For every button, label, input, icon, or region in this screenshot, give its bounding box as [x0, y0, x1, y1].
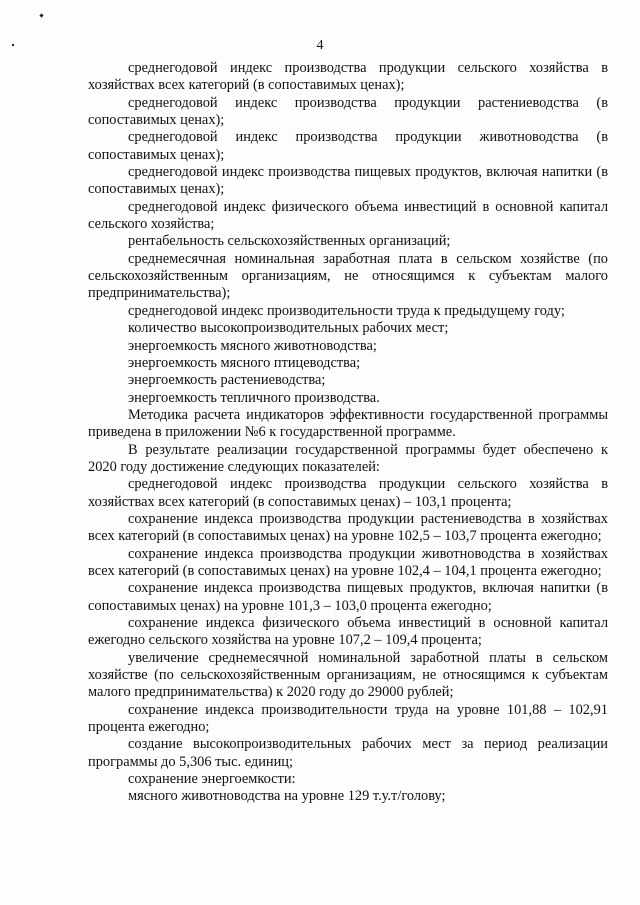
- paragraph: среднегодовой индекс производства продукции сельского хозяйства в хозяйствах всех категорий (в сопоставимых ценах) – 103,1 процента;: [88, 476, 608, 510]
- paragraph: увеличение среднемесячной номинальной заработной платы в сельском хозяйстве (по сельскохозяйственным организациям, не относящимся к субъектам малого предпринимательства) к 2020 году до 29000 рублей;: [88, 649, 608, 701]
- paragraph: сохранение индекса производства пищевых продуктов, включая напитки (в сопоставимых ценах) на уровне 101,3 – 103,0 процента ежегодно;: [88, 580, 608, 614]
- page-number: 4: [316, 38, 324, 53]
- paragraph: среднегодовой индекс производительности труда к предыдущему году;: [128, 302, 565, 319]
- paragraph: энергоемкость мясного животноводства;: [128, 337, 377, 354]
- paragraph: создание высокопроизводительных рабочих мест за период реализации программы до 5,306 тыс. единиц;: [88, 736, 608, 770]
- paragraph: количество высокопроизводительных рабочих мест;: [128, 320, 449, 337]
- paragraph: энергоемкость мясного птицеводства;: [128, 354, 361, 371]
- paragraph: рентабельность сельскохозяйственных организаций;: [128, 233, 451, 250]
- paragraph: среднегодовой индекс производства продукции сельского хозяйства в хозяйствах всех категорий (в сопоставимых ценах);: [88, 60, 608, 94]
- paragraph: среднегодовой индекс производства продукции животноводства (в сопоставимых ценах);: [88, 129, 608, 163]
- paragraph: среднегодовой индекс производства пищевых продуктов, включая напитки (в сопоставимых ценах);: [88, 164, 608, 198]
- paragraph: сохранение индекса физического объема инвестиций в основной капитал ежегодно сельского хозяйства на уровне 107,2 – 109,4 процента;: [88, 615, 608, 649]
- paragraph: мясного животноводства на уровне 129 т.у.т/голову;: [128, 788, 446, 805]
- paragraph: энергоемкость растениеводства;: [128, 372, 326, 389]
- document-body: [88, 60, 608, 806]
- paragraph: среднемесячная номинальная заработная плата в сельском хозяйстве (по сельскохозяйственным организациям, не относящимся к субъектам малого предпринимательства);: [88, 250, 608, 302]
- scan-mark: [39, 13, 43, 17]
- paragraph: сохранение энергоемкости:: [128, 771, 296, 788]
- paragraph: В результате реализации государственной программы будет обеспечено к 2020 году достижение следующих показателей:: [88, 441, 608, 475]
- paragraph: Методика расчета индикаторов эффективности государственной программы приведена в приложении №6 к государственной программе.: [88, 406, 608, 441]
- paragraph: энергоемкость тепличного производства.: [128, 389, 380, 406]
- paragraph: сохранение индекса производства продукции животноводства в хозяйствах всех категорий (в сопоставимых ценах) на уровне 102,4 – 104,1 процента ежегодно;: [88, 545, 608, 579]
- paragraph: сохранение индекса производительности труда на уровне 101,88 – 102,91 процента ежегодно;: [88, 701, 608, 736]
- paragraph: сохранение индекса производства продукции растениеводства в хозяйствах всех категорий (в сопоставимых ценах) на уровне 102,5 – 103,7 процента ежегодно;: [88, 510, 608, 545]
- paragraph: среднегодовой индекс производства продукции растениеводства (в сопоставимых ценах);: [88, 94, 608, 129]
- paragraph: среднегодовой индекс физического объема инвестиций в основной капитал сельского хозяйства;: [88, 198, 608, 233]
